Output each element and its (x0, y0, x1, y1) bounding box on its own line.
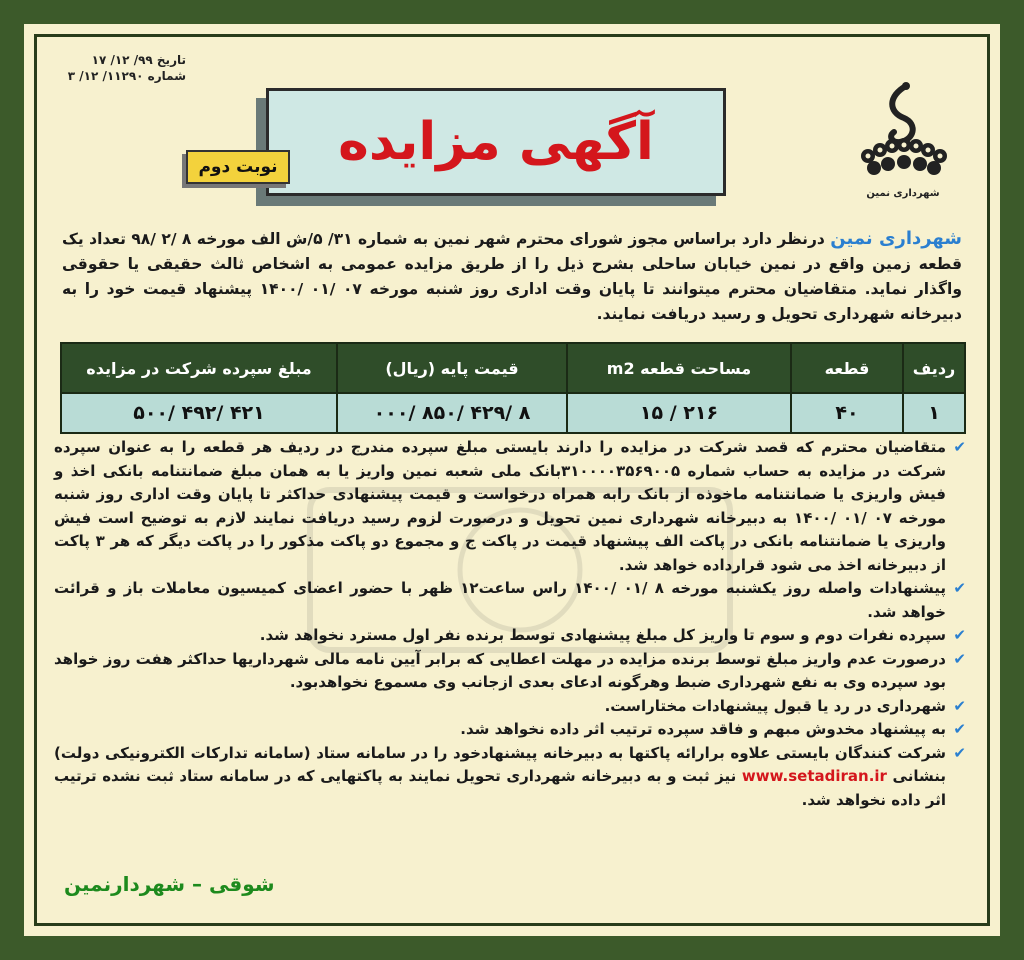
header-plot: قطعه (791, 343, 903, 393)
page-title: آگهی مزایده (338, 112, 654, 172)
header-base-price: قیمت پایه (ریال) (337, 343, 567, 393)
check-icon: ✔ (953, 743, 966, 762)
municipality-logo (848, 78, 958, 208)
intro-paragraph (62, 226, 962, 327)
table-header-row (61, 343, 965, 393)
check-icon: ✔ (953, 720, 966, 738)
header-area: مساحت قطعه m2 (567, 343, 791, 393)
round-badge: نوبت دوم (186, 150, 290, 184)
date-number-block (66, 52, 186, 84)
list-item: ✔ شهرداری در رد یا قبول پیشنهادات مختاراست. (54, 695, 966, 719)
terms-list (54, 436, 966, 812)
setadiran-link[interactable]: www.setadiran.ir (741, 767, 887, 785)
org-name: شهرداری نمین (830, 228, 963, 249)
check-icon: ✔ (953, 626, 966, 644)
list-item: ✔ پیشنهادات واصله روز یکشنبه مورخه ۸ /۰۱ /۱۴۰۰ راس ساعت۱۲ ظهر با حضور اعضای کمیسیون معاملات باز و قرائت خواهد شد. (54, 579, 966, 621)
check-icon: ✔ (953, 579, 966, 597)
list-item: ✔ درصورت عدم واریز مبلغ توسط برنده مزایده در مهلت اعطایی که برابر آیین نامه مالی شهرداریها حداکثر هفت روز خواهد بود سپرده وی به نفع شهرداری ضبط وهرگونه ادعای بعدی ازجانب وی مسموع نخواهدبود. (54, 649, 966, 691)
list-item: ✔ متقاضیان محترم که قصد شرکت در مزایده را دارند بایستی مبلغ سپرده مندرج در ردیف هر قطعه را به عنوان سپرده شرکت در مزایده به حساب شماره ۳۱۰۰۰۰۳۵۶۹۰۰۵بانک ملی شعبه نمین واریز یا به همان مبلغ ضمانتنامه بانکی اخذ و فیش واریزی یا ضمانتنامه ماخوذه از بانک رابه همراه درخواست و قیمت پیشنهادی حداکثر تا پایان وقت اداری روز شنبه مورخه ۰۷ /۰۱ /۱۴۰۰ به دبیرخانه شهرداری نمین تحویل و درصورت لزوم رسید دریافت نمایند لازم به توضیح است فیش واریزی یا ضمانتنامه بانکی در پاکت الف پیشنهاد قیمت در پاکت ج و مجموع دو پاکت مذکور را در پاکت دیگر که هر ۳ پاکت از دبیرخانه اخذ می شود قرارداده خواهد شد. (54, 438, 966, 574)
date-line: تاریخ ۹۹/ ۱۲/ ۱۷ (91, 53, 186, 67)
list-item: ✔ سپرده نفرات دوم و سوم تا واریز کل مبلغ پیشنهادی توسط برنده نفر اول مسترد نخواهد شد. (54, 624, 966, 648)
logo-emblem-icon (848, 78, 958, 188)
logo-caption: شهرداری نمین (866, 188, 940, 199)
list-item: ✔ به پیشنهاد مخدوش مبهم و فاقد سپرده ترتیب اثر داده نخواهد شد. (54, 718, 966, 742)
intro-text: درنظر دارد براساس مجوز شورای محترم شهر نمین به شماره ۳۱/ ۵/ش الف مورخه ۸ /۲ /۹۸ تعداد یک قطعه زمین واقع در نمین خیابان ساحلی بشرح ذیل را از طریق مزایده عمومی به اشخاص ثالث حقیقی یا حقوقی واگذار نماید. متقاضیان محترم میتوانند تا پایان وقت اداری روز شنبه مورخه ۰۷ /۰۱ /۱۴۰۰ پیشنهاد قیمت خود را به دبیرخانه شهرداری تحویل و رسید دریافت نمایند. (62, 230, 963, 323)
cell-row-number: ۱ (903, 393, 965, 433)
table-row (61, 393, 965, 433)
check-icon: ✔ (953, 438, 966, 456)
title-box (266, 88, 726, 196)
check-icon: ✔ (953, 696, 966, 715)
header-deposit: مبلغ سپرده شرکت در مزایده (61, 343, 337, 393)
cell-plot: ۴۰ (791, 393, 903, 433)
number-line: شماره ۱۱۲۹۰/ ۱۲/ ۳ (67, 69, 186, 83)
cell-area: ۲۱۶ / ۱۵ (567, 393, 791, 433)
cell-deposit: ۴۲۱ /۴۹۲ /۵۰۰ (61, 393, 337, 433)
mayor-signature: شوقی – شهردارنمین (64, 872, 275, 896)
list-item: ✔ شرکت کنندگان بایستی علاوه برارائه پاکتها به دبیرخانه پیشنهادخود را در سامانه ستاد (سامانه تدارکات الکترونیکی دولت) بنشانی www.setadiran.ir نیز ثبت و به دبیرخانه شهرداری تحویل نمایند به پاکتهایی که در سامانه ستاد ثبت نشده ترتیب اثر داده نخواهد شد. (54, 743, 966, 809)
auction-table (60, 342, 966, 434)
check-icon: ✔ (953, 649, 966, 668)
cell-base-price: ۸ /۴۲۹ /۸۵۰ /۰۰۰ (337, 393, 567, 433)
header-row-number: ردیف (903, 343, 965, 393)
